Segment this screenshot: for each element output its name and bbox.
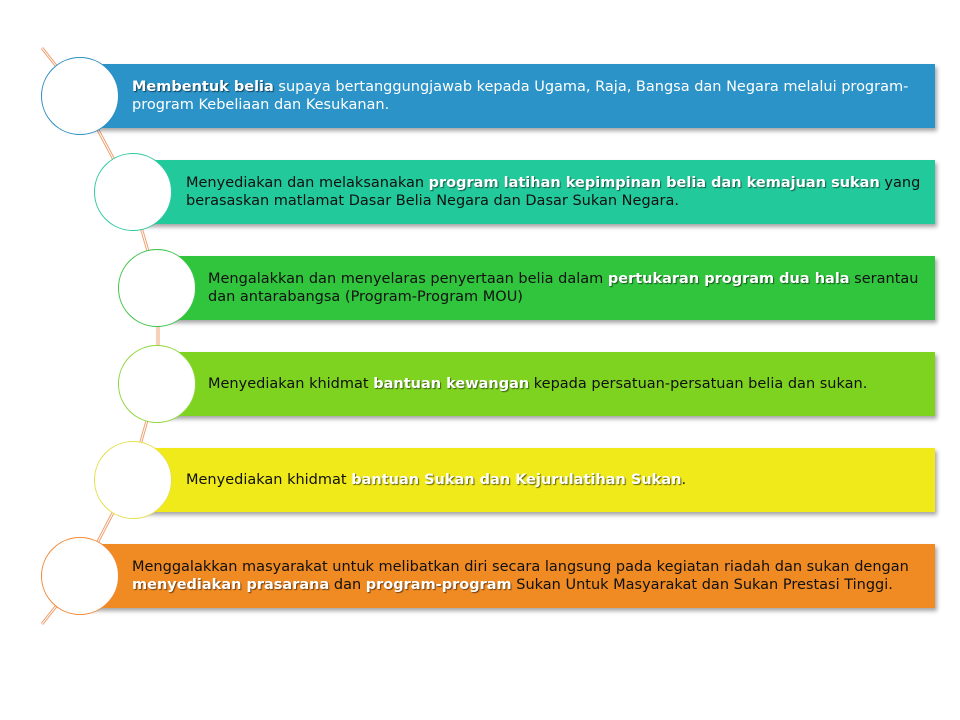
plain-text: kepada persatuan-persatuan belia dan sukan.: [529, 376, 868, 392]
plain-text: serantau dan antarabangsa (Program-Program MOU): [208, 271, 919, 305]
objective-band-6: [80, 544, 935, 608]
plain-text: supaya bertanggungjawab kepada Ugama, Raja, Bangsa dan Negara melalui program-program Kebeliaan dan Kesukanan.: [132, 79, 909, 113]
plain-text: Mengalakkan dan menyelaras penyertaan belia dalam: [208, 271, 608, 287]
bullet-circle-5: [94, 441, 172, 519]
objective-text-2: [186, 174, 925, 210]
bullet-circle-6: [41, 537, 119, 615]
objective-text-3: [208, 270, 925, 306]
plain-text: Menggalakkan masyarakat untuk melibatkan diri secara langsung pada kegiatan riadah dan sukan dengan: [132, 559, 909, 575]
highlight-text: Membentuk belia: [132, 79, 274, 95]
highlight-text: menyediakan prasarana: [132, 577, 330, 593]
bullet-circle-4: [118, 345, 196, 423]
bullet-circle-2: [94, 153, 172, 231]
plain-text: Menyediakan dan melaksanakan: [186, 175, 429, 191]
objective-text-6: [132, 558, 925, 594]
plain-text: Menyediakan khidmat: [208, 376, 374, 392]
plain-text: dan: [329, 577, 366, 593]
objective-text-4: [208, 375, 867, 393]
objective-text-5: [186, 471, 686, 489]
highlight-text: bantuan Sukan dan Kejurulatihan Sukan: [351, 472, 682, 488]
objective-text-1: [132, 78, 925, 114]
highlight-text: bantuan kewangan: [373, 376, 530, 392]
bullet-circle-3: [118, 249, 196, 327]
objective-band-4: [158, 352, 935, 416]
plain-text: yang berasaskan matlamat Dasar Belia Negara dan Dasar Sukan Negara.: [186, 175, 921, 209]
bullet-circle-1: [41, 57, 119, 135]
highlight-text: program latihan kepimpinan belia dan kemajuan sukan: [428, 175, 880, 191]
objective-band-2: [134, 160, 935, 224]
plain-text: .: [681, 472, 687, 488]
objective-band-1: [80, 64, 935, 128]
objective-band-5: [134, 448, 935, 512]
plain-text: Menyediakan khidmat: [186, 472, 352, 488]
highlight-text: pertukaran program dua hala: [607, 271, 850, 287]
plain-text: Sukan Untuk Masyarakat dan Sukan Prestasi Tinggi.: [511, 577, 893, 593]
objective-band-3: [158, 256, 935, 320]
highlight-text: program-program: [365, 577, 512, 593]
